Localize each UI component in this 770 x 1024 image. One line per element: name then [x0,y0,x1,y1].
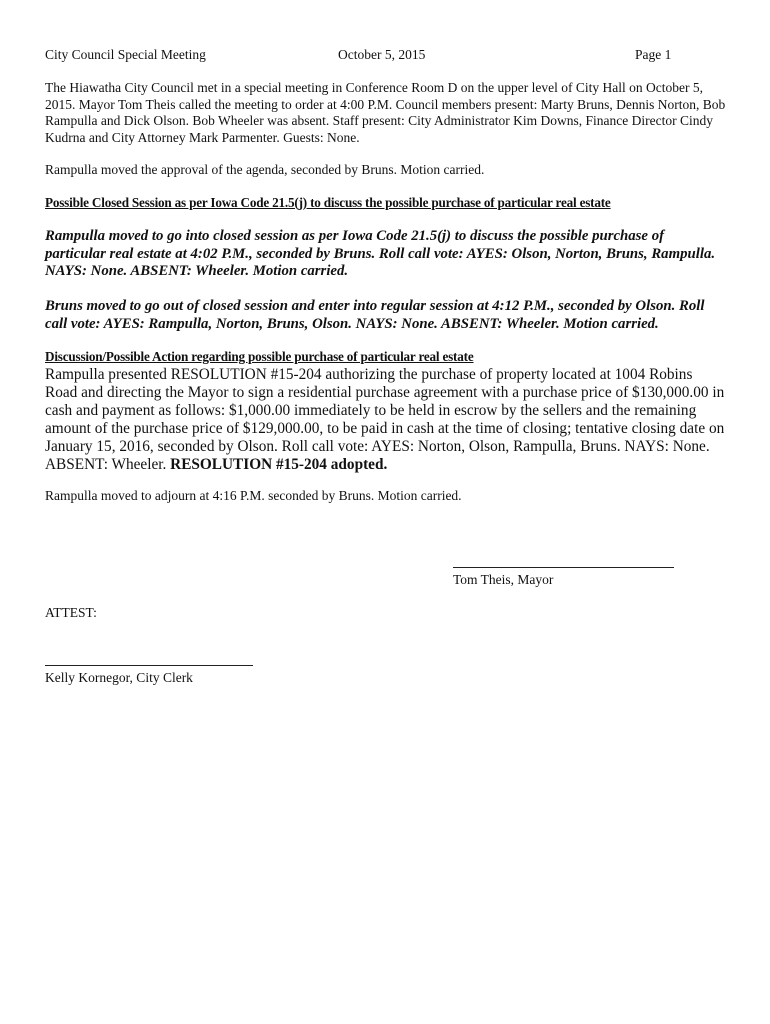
closed-session-motion: Rampulla moved to go into closed session as per Iowa Code 21.5(j) to discuss the possible purchase of particular real estate at 4:02 P.M., seconded by Bruns. Roll call vote: AYES: Olson, Norton, Bruns, Rampulla. NAYS: None. ABSENT: Wheeler. Motion carried. [45,228,716,279]
agenda-paragraph: Rampulla moved the approval of the agenda, seconded by Bruns. Motion carried. [45,162,485,177]
resolution-adopted: RESOLUTION #15-204 adopted. [170,456,388,473]
resolution-paragraph [45,366,727,474]
clerk-signature-line [45,665,253,666]
page-number: Page 1 [635,47,672,62]
meeting-date: October 5, 2015 [338,47,426,62]
resolution-text: Rampulla presented RESOLUTION #15-204 authorizing the purchase of property located at 1004 Robins Road and directing the Mayor to sign a residential purchase agreement with a purchase price of $130,000.00 in cash and payment as follows: $1,000.00 immediately to be held in escrow by the sellers and the remaining amount of the purchase price of $129,000.00, to be paid in cash at the time of closing; tentative closing date on January 15, 2016, seconded by Olson. Roll call vote: AYES: Norton, Olson, Rampulla, Bruns. NAYS: None. ABSENT: Wheeler. [45,366,725,473]
page-header [45,47,725,65]
meeting-title: City Council Special Meeting [45,47,206,62]
clerk-signature-label: Kelly Kornegor, City Clerk [45,670,193,685]
adjourn-paragraph: Rampulla moved to adjourn at 4:16 P.M. seconded by Bruns. Motion carried. [45,488,462,503]
discussion-heading: Discussion/Possible Action regarding possible purchase of particular real estate [45,349,474,364]
intro-paragraph: The Hiawatha City Council met in a special meeting in Conference Room D on the upper level of City Hall on October 5, 2015. Mayor Tom Theis called the meeting to order at 4:00 P.M. Council members present: Marty Bruns, Dennis Norton, Bob Rampulla and Dick Olson. Bob Wheeler was absent. Staff present: City Administrator Kim Downs, Finance Director Cindy Kudrna and City Attorney Mark Parmenter. Guests: None. [45,80,726,145]
closed-session-heading: Possible Closed Session as per Iowa Code 21.5(j) to discuss the possible purchase of particular real estate [45,195,611,210]
regular-session-motion: Bruns moved to go out of closed session and enter into regular session at 4:12 P.M., seconded by Olson. Roll call vote: AYES: Rampulla, Norton, Bruns, Olson. NAYS: None. ABSENT: Wheeler. Motion carried. [45,298,705,332]
mayor-signature-line [453,567,674,568]
mayor-signature-label: Tom Theis, Mayor [453,572,554,587]
attest-label: ATTEST: [45,605,97,620]
